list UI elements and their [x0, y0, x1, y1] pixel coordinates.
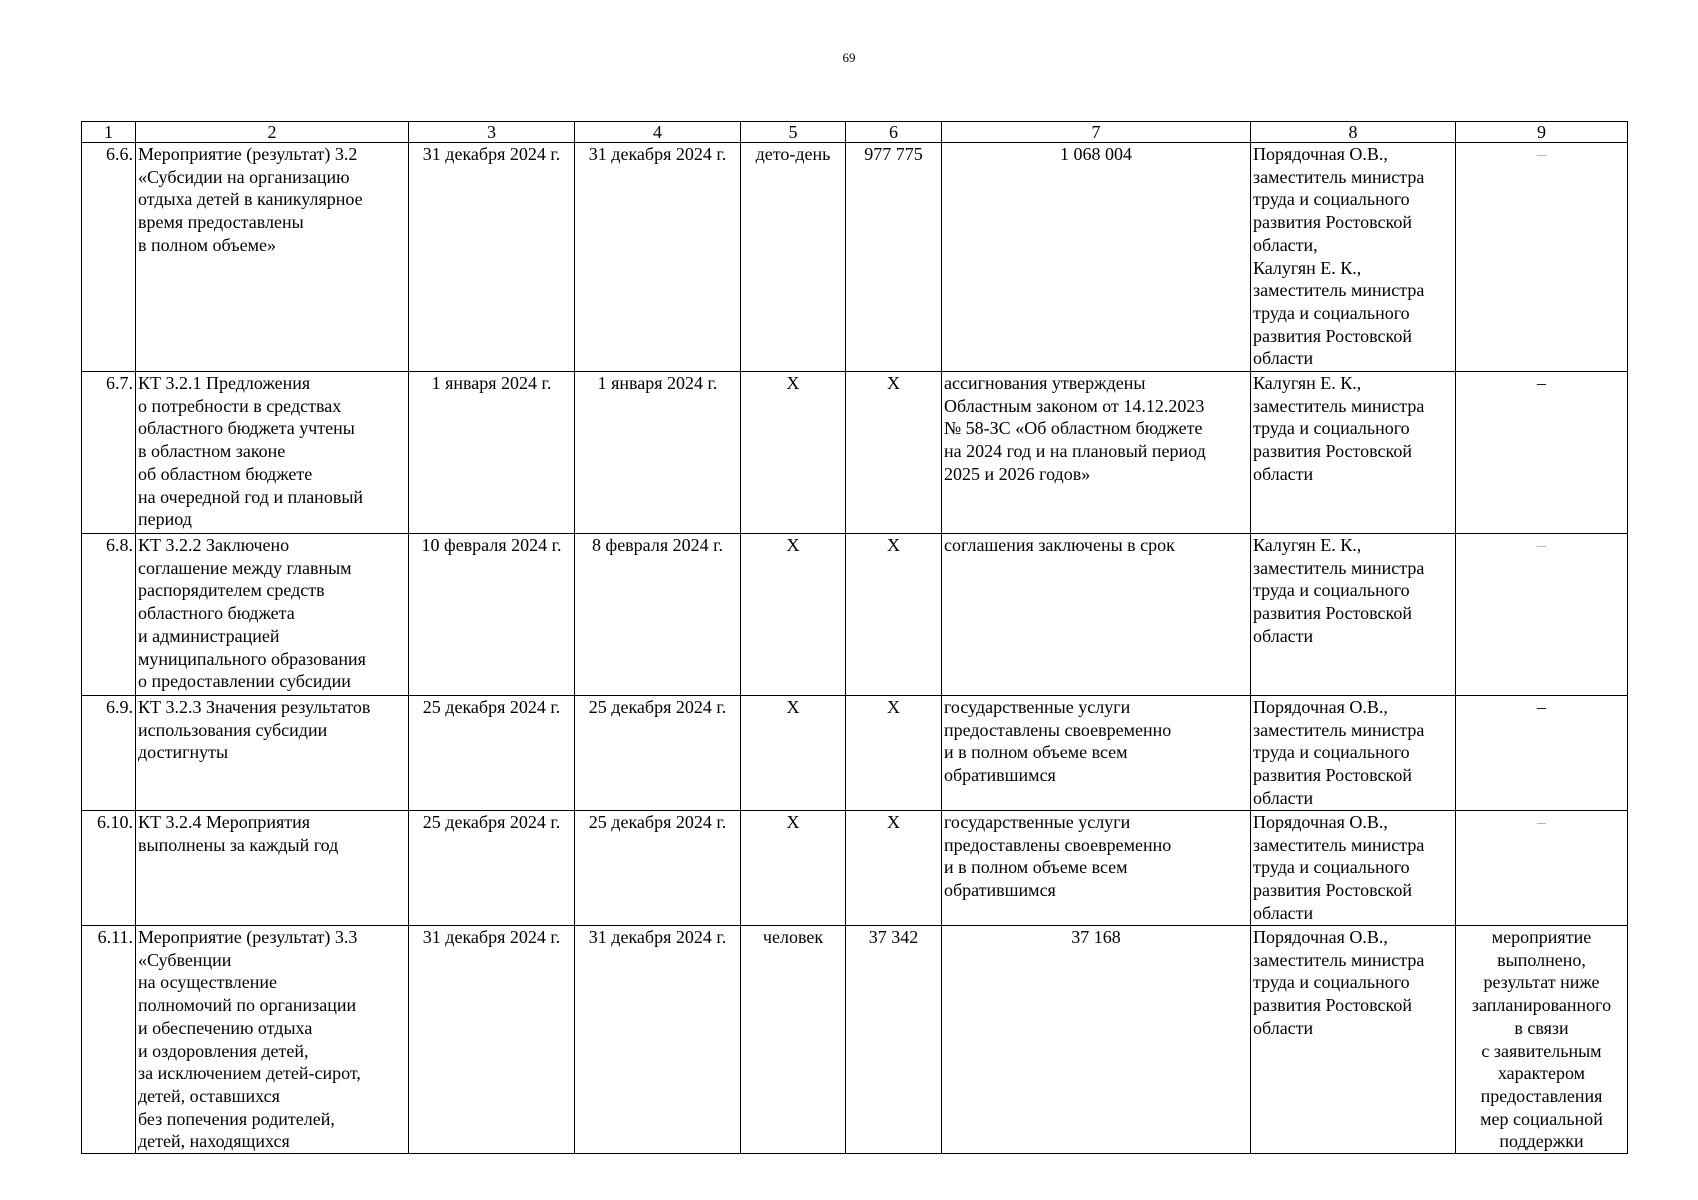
row-plan-date: 1 января 2024 г. [409, 372, 575, 534]
header-col-3: 3 [409, 122, 575, 143]
row-number: 6.9. [82, 696, 136, 811]
row-fact-value: соглашения заключены в срок [942, 534, 1251, 696]
header-row [82, 122, 1628, 143]
row-plan-value: Х [846, 696, 942, 811]
row-fact-value: ассигнования утверждены Областным законом от 14.12.2023 № 58-ЗС «Об областном бюджете на 2024 год и на плановый период 2025 и 2026 годов» [942, 372, 1251, 534]
table-row [82, 926, 1628, 1154]
row-note: – [1456, 143, 1628, 372]
row-name: КТ 3.2.3 Значения результатов использования субсидии достигнуты [136, 696, 409, 811]
row-unit: Х [741, 811, 846, 926]
row-name: Мероприятие (результат) 3.2 «Субсидии на организацию отдыха детей в каникулярное время предоставлены в полном объеме» [136, 143, 409, 372]
row-plan-value: 37 342 [846, 926, 942, 1154]
row-plan-date: 31 декабря 2024 г. [409, 143, 575, 372]
table-row [82, 534, 1628, 696]
row-unit: человек [741, 926, 846, 1154]
page-number: 69 [842, 50, 856, 65]
row-responsible: Калугян Е. К., заместитель министра труда и социального развития Ростовской области [1251, 534, 1456, 696]
row-fact-date: 1 января 2024 г. [575, 372, 741, 534]
row-fact-value: 1 068 004 [942, 143, 1251, 372]
report-table [81, 121, 1628, 1154]
row-responsible: Порядочная О.В., заместитель министра труда и социального развития Ростовской области, Калугян Е. К., заместитель министра труда и социального развития Ростовской области [1251, 143, 1456, 372]
row-plan-value: Х [846, 811, 942, 926]
row-name: КТ 3.2.4 Мероприятия выполнены за каждый год [136, 811, 409, 926]
table-row [82, 372, 1628, 534]
header-col-2: 2 [136, 122, 409, 143]
row-unit: Х [741, 696, 846, 811]
row-plan-value: 977 775 [846, 143, 942, 372]
row-plan-date: 31 декабря 2024 г. [409, 926, 575, 1154]
row-fact-value: государственные услуги предоставлены своевременно и в полном объеме всем обратившимся [942, 811, 1251, 926]
row-unit: Х [741, 372, 846, 534]
table-row [82, 811, 1628, 926]
header-col-8: 8 [1251, 122, 1456, 143]
row-fact-date: 25 декабря 2024 г. [575, 696, 741, 811]
header-col-6: 6 [846, 122, 942, 143]
header-col-4: 4 [575, 122, 741, 143]
row-fact-date: 31 декабря 2024 г. [575, 143, 741, 372]
row-plan-date: 25 декабря 2024 г. [409, 696, 575, 811]
row-number: 6.11. [82, 926, 136, 1154]
row-name: КТ 3.2.2 Заключено соглашение между главным распорядителем средств областного бюджета и администрацией муниципального образования о предоставлении субсидии [136, 534, 409, 696]
table-row [82, 143, 1628, 372]
row-plan-date: 25 декабря 2024 г. [409, 811, 575, 926]
row-number: 6.8. [82, 534, 136, 696]
table-row [82, 696, 1628, 811]
row-note: – [1456, 534, 1628, 696]
row-responsible: Калугян Е. К., заместитель министра труда и социального развития Ростовской области [1251, 372, 1456, 534]
header-col-7: 7 [942, 122, 1251, 143]
header-col-5: 5 [741, 122, 846, 143]
row-responsible: Порядочная О.В., заместитель министра труда и социального развития Ростовской области [1251, 926, 1456, 1154]
row-name: Мероприятие (результат) 3.3 «Субвенции на осуществление полномочий по организации и обеспечению отдыха и оздоровления детей, за исключением детей-сирот, детей, оставшихся без попечения родителей, детей, находящихся [136, 926, 409, 1154]
row-responsible: Порядочная О.В., заместитель министра труда и социального развития Ростовской области [1251, 811, 1456, 926]
row-note: – [1456, 372, 1628, 534]
row-plan-value: Х [846, 534, 942, 696]
row-responsible: Порядочная О.В., заместитель министра труда и социального развития Ростовской области [1251, 696, 1456, 811]
row-unit: дето-день [741, 143, 846, 372]
header-col-9: 9 [1456, 122, 1628, 143]
row-number: 6.10. [82, 811, 136, 926]
row-fact-value: государственные услуги предоставлены своевременно и в полном объеме всем обратившимся [942, 696, 1251, 811]
row-fact-date: 31 декабря 2024 г. [575, 926, 741, 1154]
row-fact-date: 8 февраля 2024 г. [575, 534, 741, 696]
row-number: 6.7. [82, 372, 136, 534]
header-col-1: 1 [82, 122, 136, 143]
row-fact-date: 25 декабря 2024 г. [575, 811, 741, 926]
row-fact-value: 37 168 [942, 926, 1251, 1154]
row-note: мероприятие выполнено, результат ниже запланированного в связи с заявительным характером предоставления мер социальной поддержки [1456, 926, 1628, 1154]
row-note: – [1456, 696, 1628, 811]
row-number: 6.6. [82, 143, 136, 372]
row-plan-date: 10 февраля 2024 г. [409, 534, 575, 696]
row-unit: Х [741, 534, 846, 696]
row-note: – [1456, 811, 1628, 926]
row-plan-value: Х [846, 372, 942, 534]
row-name: КТ 3.2.1 Предложения о потребности в средствах областного бюджета учтены в областном законе об областном бюджете на очередной год и плановый период [136, 372, 409, 534]
